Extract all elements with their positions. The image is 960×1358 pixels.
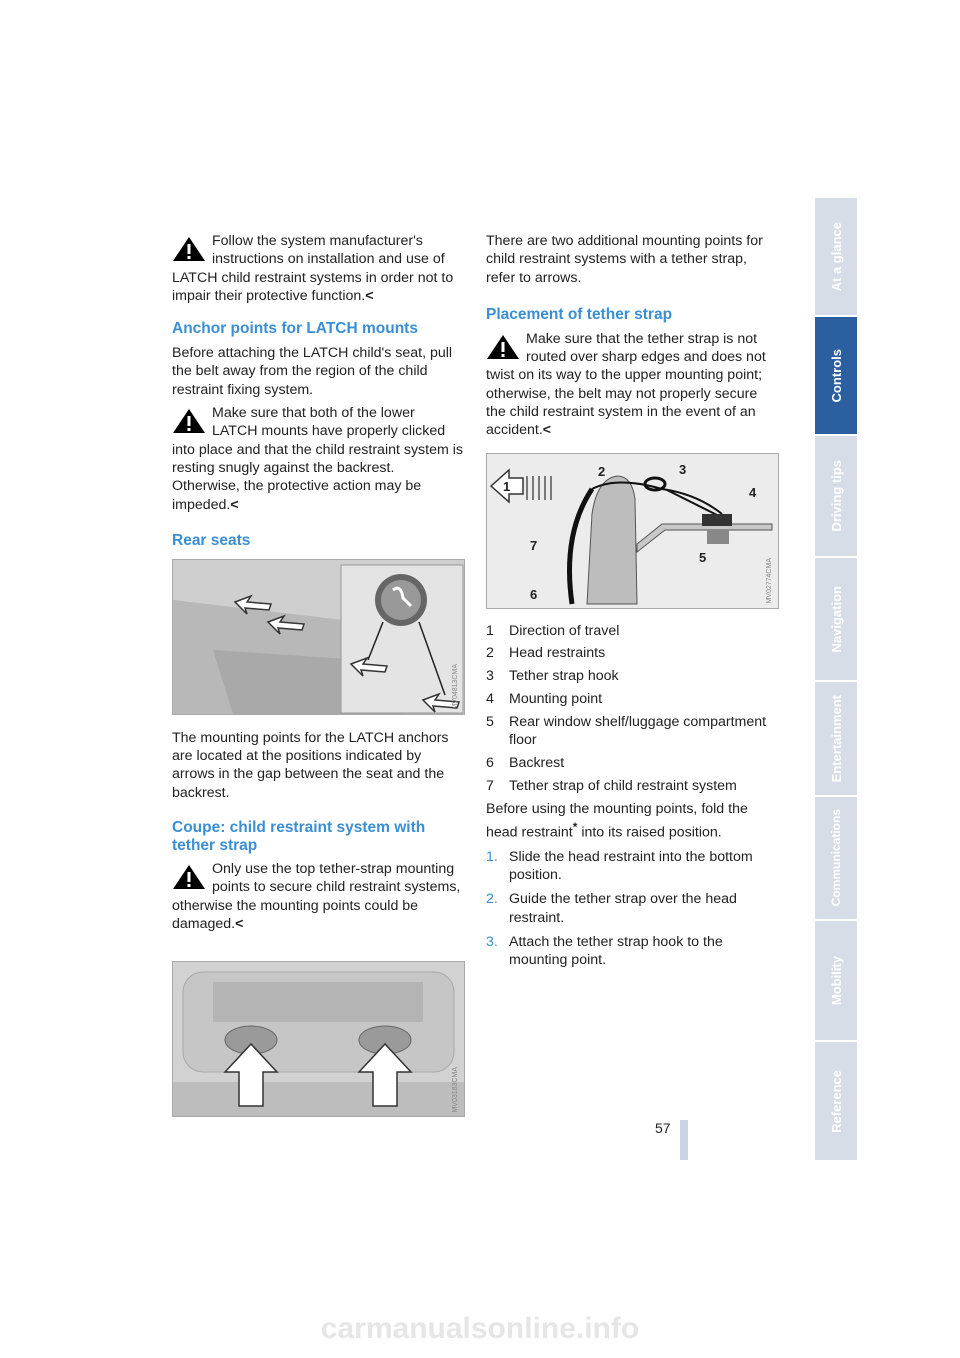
tab-navigation[interactable]: Navigation <box>815 558 857 682</box>
diagram-legend <box>486 622 778 795</box>
tab-reference[interactable]: Reference <box>815 1042 857 1162</box>
end-mark: < <box>230 496 239 513</box>
tab-entertainment[interactable]: Entertainment <box>815 682 857 797</box>
heading-anchor-points: Anchor points for LATCH mounts <box>172 320 418 338</box>
diagram-label-5: 5 <box>699 549 707 565</box>
rear-seats-illustration <box>173 560 464 714</box>
rear-seats-image <box>172 559 465 715</box>
legend-item: 4 Mounting point <box>486 691 603 708</box>
before-text: Before using the mounting points, fold the head restraint* into its raised position. <box>486 800 748 841</box>
diagram-label-3: 3 <box>679 461 687 477</box>
image-code: MV03183CMA <box>451 1066 459 1113</box>
end-mark: < <box>235 915 244 932</box>
warning-icon <box>486 334 520 360</box>
right-column <box>486 228 778 976</box>
step-item: 2. Guide the tether strap over the head restraint. <box>486 891 737 926</box>
page-marker-bar <box>680 1120 688 1160</box>
heading-coupe: Coupe: child restraint system with tether strap <box>172 819 426 855</box>
left-column <box>172 228 464 1117</box>
intro-text: There are two additional mounting points for child restraint systems with a tether strap, refer to arrows. <box>486 233 763 286</box>
warning-1: Follow the system manufacturer's instructions on installation and use of LATCH child restraint systems in order not to impair their protective function.< <box>172 233 454 304</box>
step-item: 3. Attach the tether strap hook to the mounting point. <box>486 934 723 969</box>
footer-watermark[interactable]: carmanualsonline.info <box>320 1312 640 1345</box>
legend-item: 5 Rear window shelf/luggage compartment floor <box>486 713 767 749</box>
chapter-sidebar <box>815 198 857 1160</box>
legend-item: 3 Tether strap hook <box>486 668 619 685</box>
warning-3: Only use the top tether-strap mounting points to secure child restraint systems, otherwise the mounting points could be damaged.< <box>172 861 461 932</box>
legend-item: 2 Head restraints <box>486 645 606 662</box>
image-code: MV02774CMA <box>765 558 773 604</box>
warning-4: Make sure that the tether strap is not routed over sharp edges and does not twist on its way to the upper mounting point; otherwise, the belt may not properly secure the child restraint system in the event of an accident.< <box>486 330 766 439</box>
diagram-label-6: 6 <box>530 586 538 602</box>
diagram-label-1: 1 <box>503 478 511 494</box>
rear-seats-text: The mounting points for the LATCH anchors are located at the positions indicated by arrows in the gap between the seat and the backrest. <box>172 729 449 801</box>
anchor-text: Before attaching the LATCH child's seat, pull the belt away from the region of the child restraint fixing system. <box>172 345 453 398</box>
coupe-illustration <box>173 962 464 1116</box>
tether-diagram-illustration <box>487 454 778 608</box>
step-list <box>486 848 778 970</box>
tab-mobility[interactable]: Mobility <box>815 921 857 1042</box>
legend-item: 7 Tether strap of child restraint system <box>486 777 737 794</box>
diagram-label-2: 2 <box>598 463 606 479</box>
tab-driving-tips[interactable]: Driving tips <box>815 436 857 558</box>
legend-item: 1 Direction of travel <box>486 622 620 639</box>
legend-item: 6 Backrest <box>486 754 565 771</box>
warning-icon <box>172 408 206 434</box>
image-code: MV04813CMA <box>451 664 459 710</box>
page-number: 57 <box>655 1120 671 1136</box>
end-mark: < <box>365 287 374 304</box>
step-item: 1. Slide the head restraint into the bottom position. <box>486 848 753 884</box>
heading-rear-seats: Rear seats <box>172 531 251 549</box>
tether-diagram <box>486 453 779 609</box>
warning-icon <box>172 864 206 890</box>
warning-2: Make sure that both of the lower LATCH mounts have properly clicked into place and that the child restraint system is resting snugly against the backrest. Otherwise, the protective action may be impeded.< <box>172 405 463 513</box>
heading-placement: Placement of tether strap <box>486 305 673 323</box>
coupe-image <box>172 961 465 1117</box>
tab-at-a-glance[interactable]: At a glance <box>815 198 857 317</box>
optional-equipment-star: * <box>572 819 578 834</box>
end-mark: < <box>542 422 552 439</box>
tab-communications[interactable]: Communications <box>815 797 857 921</box>
diagram-label-4: 4 <box>749 484 757 500</box>
warning-icon <box>172 236 206 262</box>
tab-controls[interactable]: Controls <box>815 317 857 436</box>
diagram-label-7: 7 <box>530 537 538 553</box>
